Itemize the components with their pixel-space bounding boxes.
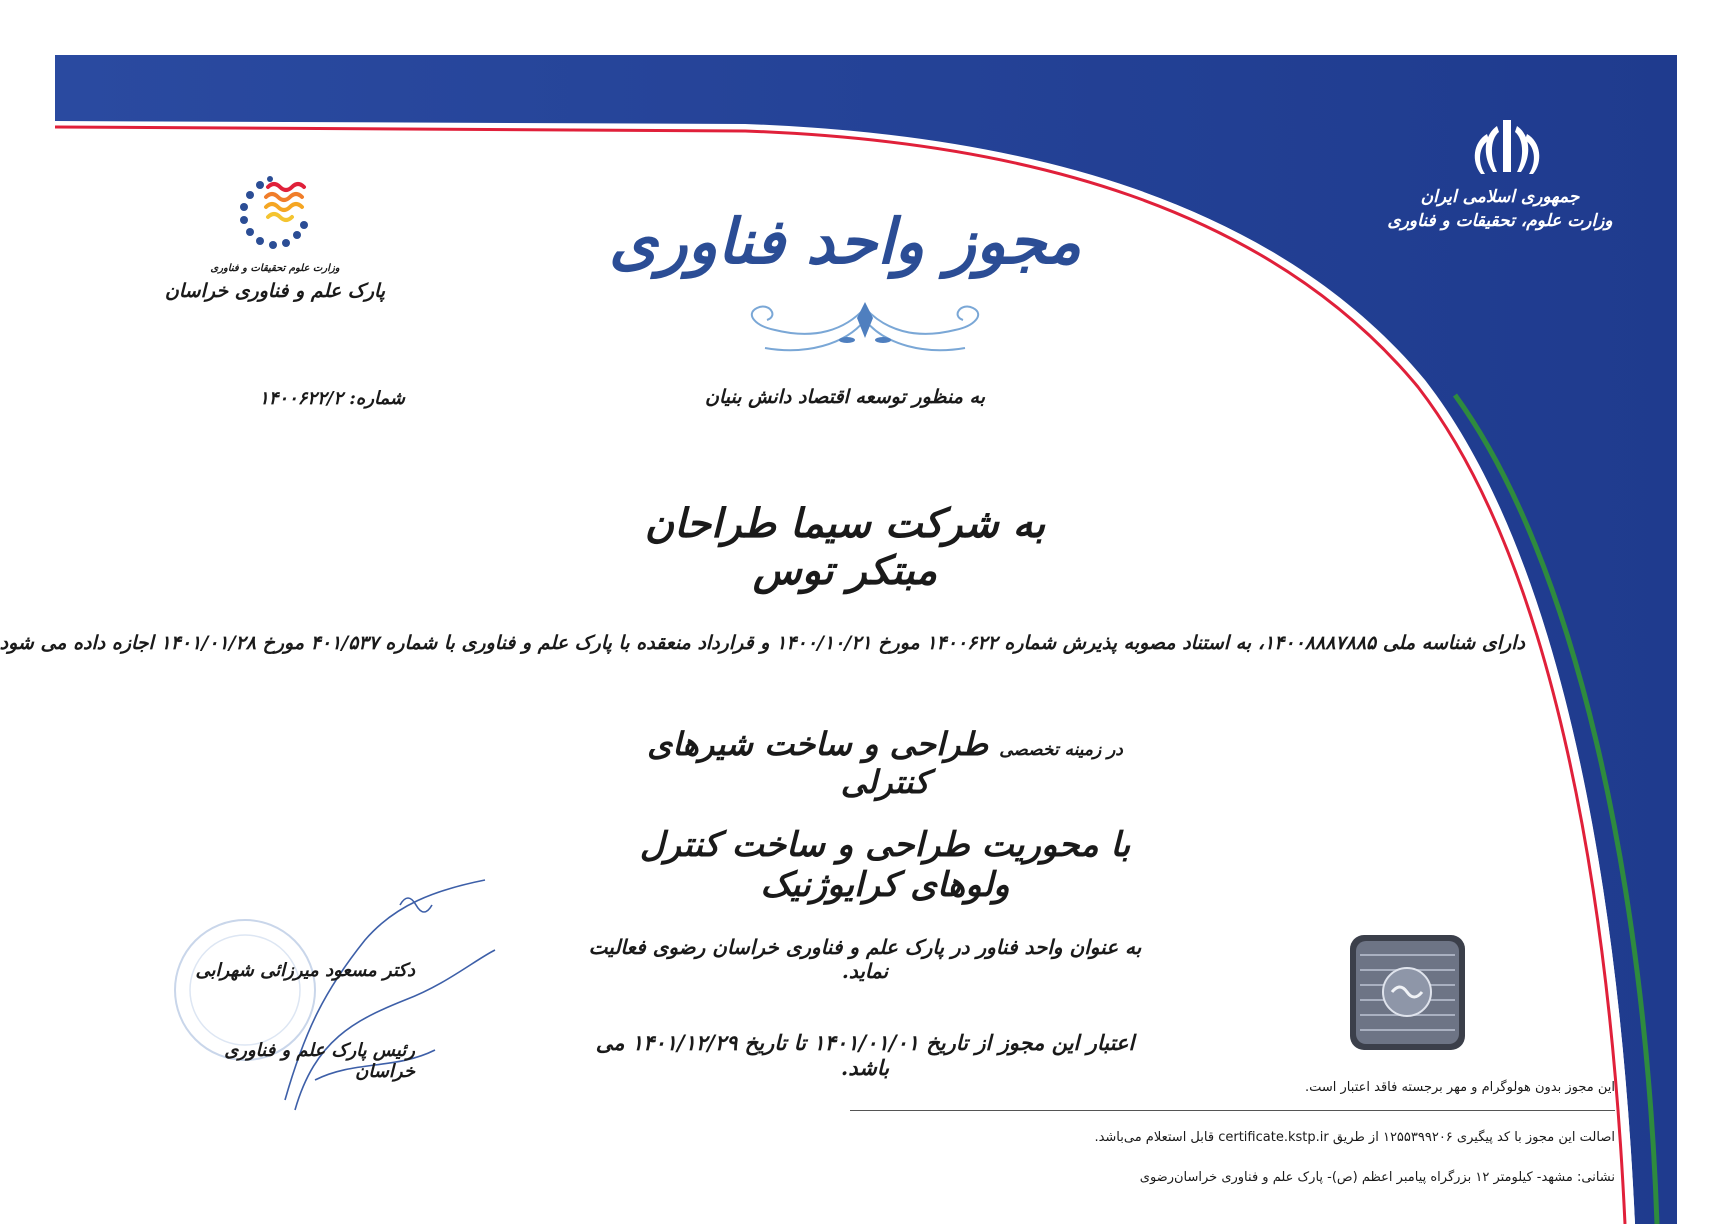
- certificate-subtitle: به منظور توسعه اقتصاد دانش بنیان: [705, 386, 985, 408]
- signatory-name: دکتر مسعود میرزائی شهرابی: [195, 960, 415, 981]
- activity-statement: به عنوان واحد فناور در پارک علم و فناوری خراسان رضوی فعالیت نماید.: [588, 935, 1142, 983]
- company-name: به شرکت سیما طراحان مبتکر توس: [644, 500, 1046, 594]
- ministry-name: وزارت علوم، تحقیقات و فناوری: [1387, 211, 1613, 231]
- park-logo-block: [155, 165, 395, 302]
- ornament-divider-icon: [735, 300, 995, 360]
- footer-divider: [850, 1110, 1615, 1111]
- specialty-field: [605, 725, 1165, 801]
- certificate-body-text: دارای شناسه ملی ۱۴۰۰۸۸۸۷۸۸۵، به استناد مصوبه پذیرش شماره ۱۴۰۰۶۲۲ مورخ ۱۴۰۰/۱۰/۲۱ و قرارداد منعقده با پارک علم و فناوری با شماره ۴۰۱/۵۳۷ مورخ ۱۴۰۱/۰۱/۲۸ اجازه داده می شود: [0, 632, 1525, 654]
- signatory-title: رئیس پارک علم و فناوری خراسان: [224, 1040, 415, 1082]
- specialty-field-prefix: در زمینه تخصصی: [999, 740, 1123, 760]
- focus-area: با محوریت طراحی و ساخت کنترل ولوهای کرایوژنیک: [639, 825, 1131, 905]
- government-header: [1365, 115, 1635, 231]
- park-name: پارک علم و فناوری خراسان: [164, 280, 386, 302]
- verification-text: اصالت این مجوز با کد پیگیری ۱۲۵۵۳۹۹۲۰۶ از طریق certificate.kstp.ir قابل استعلام می‌باشد.: [1094, 1130, 1615, 1145]
- validity-period: اعتبار این مجوز از تاریخ ۱۴۰۱/۰۱/۰۱ تا تاریخ ۱۴۰۱/۱۲/۲۹ می باشد.: [595, 1030, 1135, 1080]
- certificate-number: شماره: ۱۴۰۰۶۲۲/۲: [259, 388, 405, 409]
- specialty-field-value: طراحی و ساخت شیرهای کنترلی: [647, 725, 989, 801]
- government-name: جمهوری اسلامی ایران: [1420, 187, 1580, 207]
- hologram-notice: این مجوز بدون هولوگرام و مهر برجسته فاقد اعتبار است.: [1305, 1080, 1615, 1095]
- park-logo-icon: [230, 165, 320, 255]
- signature-stamp-graphic: [155, 880, 515, 1120]
- hologram-seal-icon: [1350, 935, 1465, 1050]
- address-text: نشانی: مشهد- کیلومتر ۱۲ بزرگراه پیامبر اعظم (ص)- پارک علم و فناوری خراسان‌رضوی: [1139, 1170, 1615, 1185]
- certificate-title: مجوز واحد فناوری: [608, 205, 1082, 278]
- park-ministry-label: وزارت علوم تحقیقات و فناوری: [210, 263, 340, 274]
